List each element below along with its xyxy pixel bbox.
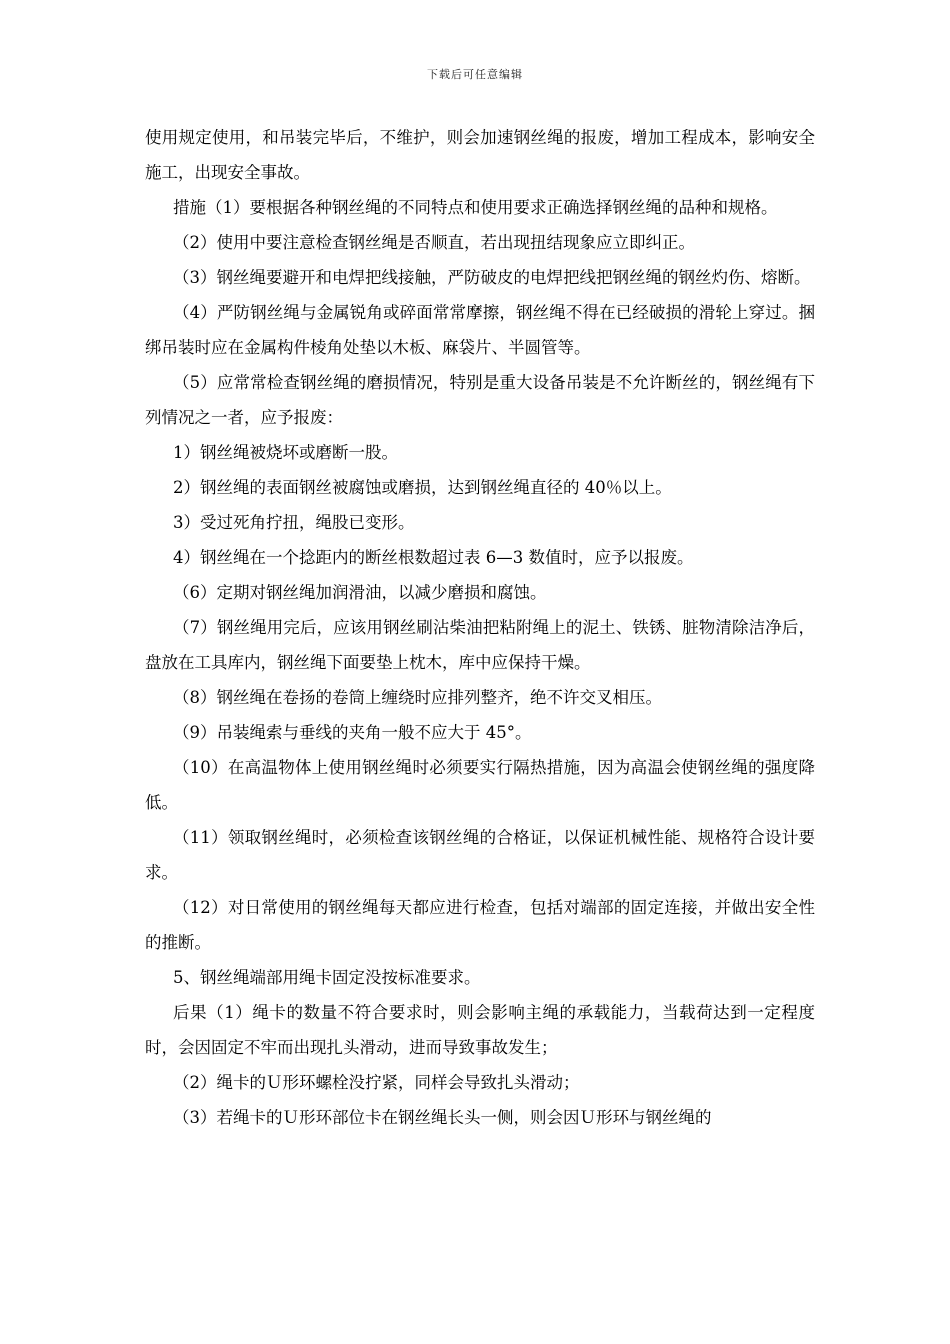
paragraph: （6）定期对钢丝绳加润滑油，以减少磨损和腐蚀。 xyxy=(173,583,547,602)
paragraph: （2）使用中要注意检查钢丝绳是否顺直，若出现扭结现象应立即纠正。 xyxy=(173,233,695,252)
paragraph: （9）吊装绳索与垂线的夹角一般不应大于 45°。 xyxy=(173,723,532,742)
paragraph: （5）应常常检查钢丝绳的磨损情况，特别是重大设备吊装是不允许断丝的，钢丝绳有下列情况之一者，应予报废： xyxy=(145,373,815,427)
page-header: 下载后可任意编辑 xyxy=(427,68,523,81)
section-heading: 5、钢丝绳端部用绳卡固定没按标准要求。 xyxy=(173,968,481,987)
paragraph: （10）在高温物体上使用钢丝绳时必须要实行隔热措施，因为高温会使钢丝绳的强度降低。 xyxy=(145,758,815,812)
paragraph: 后果（1）绳卡的数量不符合要求时，则会影响主绳的承载能力，当载荷达到一定程度时，会因固定不牢而出现扎头滑动，进而导致事故发生； xyxy=(145,1003,815,1057)
document-body xyxy=(145,120,815,1135)
paragraph: 措施（1）要根据各种钢丝绳的不同特点和使用要求正确选择钢丝绳的品种和规格。 xyxy=(173,198,778,217)
list-item: 2）钢丝绳的表面钢丝被腐蚀或磨损，达到钢丝绳直径的 40％以上。 xyxy=(173,478,672,497)
list-item: 4）钢丝绳在一个捻距内的断丝根数超过表 6—3 数值时，应予以报废。 xyxy=(173,548,694,567)
paragraph: 使用规定使用，和吊装完毕后，不维护，则会加速钢丝绳的报废，增加工程成本，影响安全施工，出现安全事故。 xyxy=(145,128,815,182)
paragraph: （3）若绳卡的Ｕ形环部位卡在钢丝绳长头一侧，则会因Ｕ形环与钢丝绳的 xyxy=(173,1108,712,1127)
paragraph: （7）钢丝绳用完后，应该用钢丝刷沾柴油把粘附绳上的泥土、铁锈、脏物清除洁净后，盘放在工具库内，钢丝绳下面要垫上枕木，库中应保持干燥。 xyxy=(145,618,815,672)
list-item: 1）钢丝绳被烧坏或磨断一股。 xyxy=(173,443,398,462)
paragraph: （4）严防钢丝绳与金属锐角或碎面常常摩擦，钢丝绳不得在已经破损的滑轮上穿过。捆绑吊装时应在金属构件棱角处垫以木板、麻袋片、半圆管等。 xyxy=(145,303,815,357)
paragraph: （3）钢丝绳要避开和电焊把线接触，严防破皮的电焊把线把钢丝绳的钢丝灼伤、熔断。 xyxy=(173,268,811,287)
list-item: 3）受过死角拧扭，绳股已变形。 xyxy=(173,513,415,532)
paragraph: （12）对日常使用的钢丝绳每天都应进行检查，包括对端部的固定连接，并做出安全性的推断。 xyxy=(145,898,815,952)
paragraph: （11）领取钢丝绳时，必须检查该钢丝绳的合格证，以保证机械性能、规格符合设计要求。 xyxy=(145,828,815,882)
paragraph: （8）钢丝绳在卷扬的卷筒上缠绕时应排列整齐，绝不许交叉相压。 xyxy=(173,688,662,707)
paragraph: （2）绳卡的Ｕ形环螺栓没拧紧，同样会导致扎头滑动； xyxy=(173,1073,580,1092)
